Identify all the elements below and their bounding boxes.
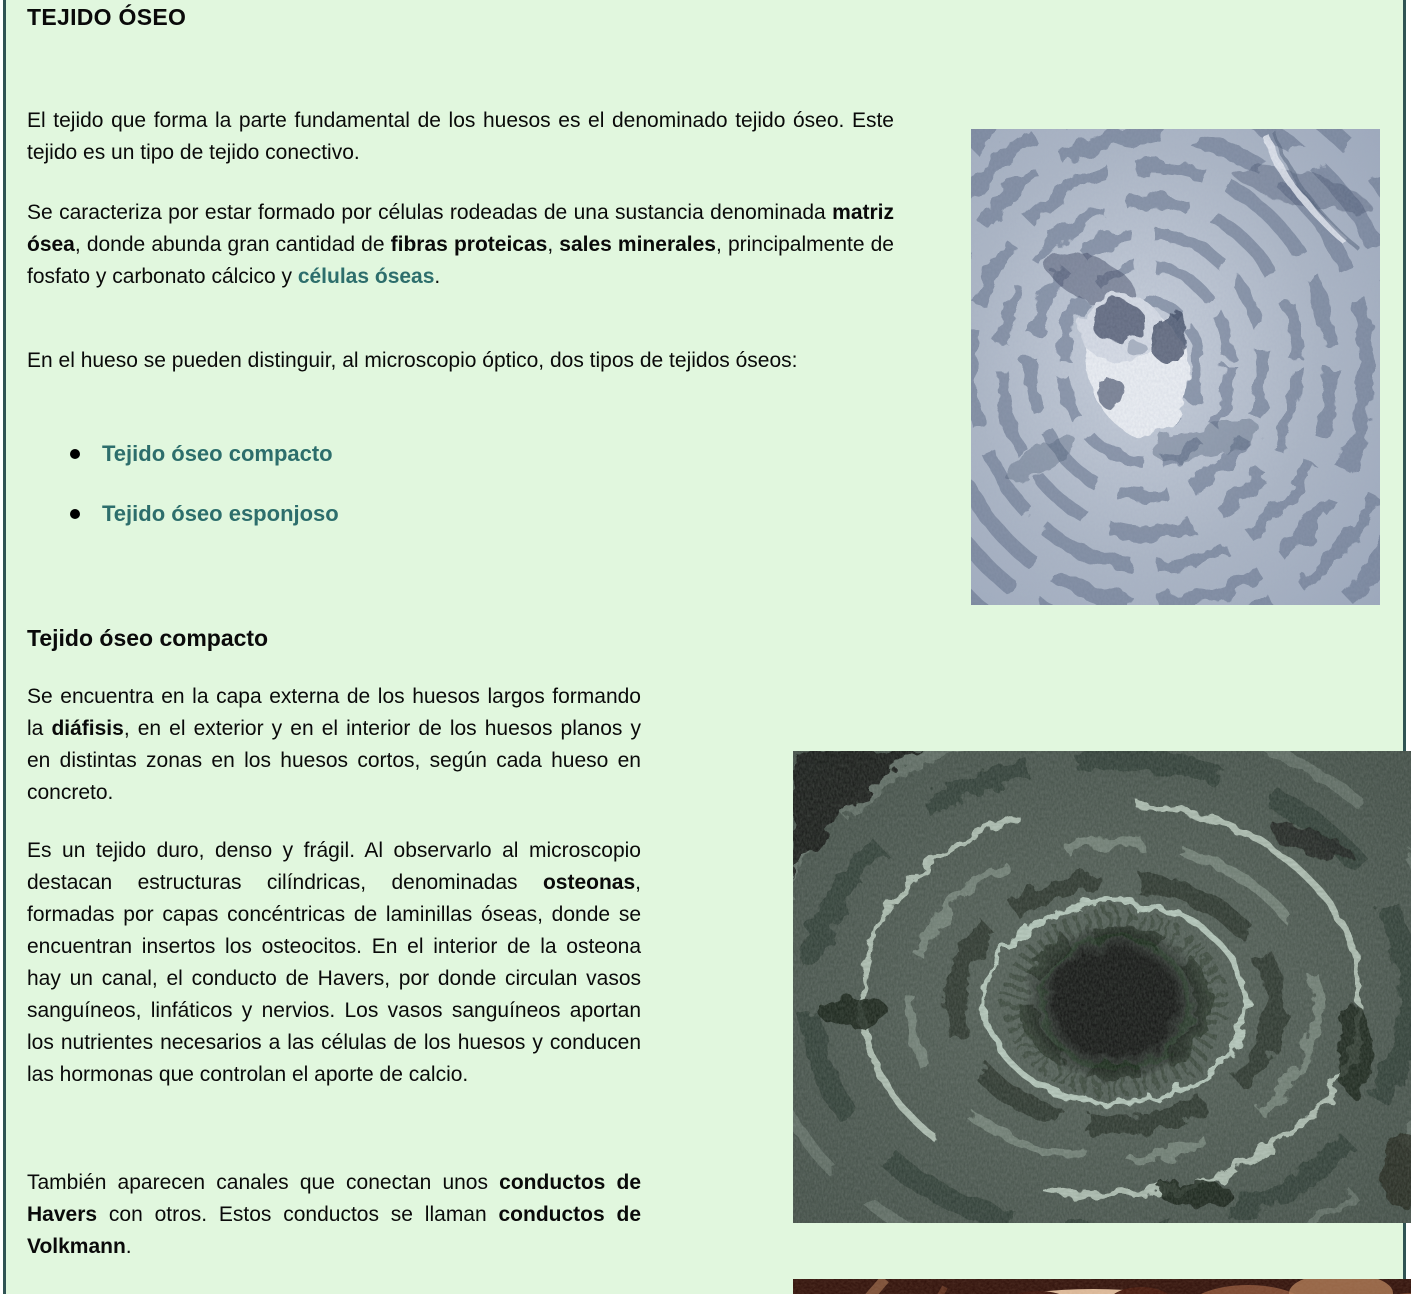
intro-paragraph-3 [27,345,894,377]
bone-micrograph-partial [793,1279,1411,1294]
section-heading-tejido-oseo-compacto: Tejido óseo compacto [27,625,269,651]
text-run: . [125,1235,132,1258]
compact-paragraph-3 [27,1167,641,1263]
link-tejido-oseo-compacto[interactable]: Tejido óseo compacto [102,441,333,466]
bold-term: matriz ósea [27,201,894,256]
link-tejido-oseo-esponjoso[interactable]: Tejido óseo esponjoso [102,501,339,526]
intro-paragraph-1 [27,105,894,169]
osteon-light-micrograph-art [971,129,1380,605]
bold-term: fibras proteicas [390,233,548,256]
intro-paragraph-2 [27,197,894,293]
text-run: Se caracteriza por estar formado por células rodeadas de una sustancia denominada [27,201,833,224]
text-run: , [547,233,560,256]
page-title: TEJIDO ÓSEO [27,4,187,30]
text-run: Se encuentra en la capa externa de los huesos largos formando la [27,685,641,740]
text-run: . [434,265,441,288]
osteon-light-micrograph [971,129,1380,605]
text-run: El tejido que forma la parte fundamental de los huesos es el denominado tejido óseo. Este tejido es un tipo de tejido conectivo. [27,109,894,164]
osteon-dark-micrograph [793,751,1411,1223]
compact-paragraph-2 [27,835,641,1091]
bold-term: sales minerales [559,233,716,256]
text-run: , principalmente de fosfato y carbonato cálcico y [27,233,894,288]
bone-tissue-types-list [70,438,339,558]
text-run: con otros. Estos conductos se llaman [97,1203,499,1226]
link-celulas-oseas[interactable]: células óseas [297,265,435,288]
compact-paragraph-1 [27,681,641,809]
text-run: , donde abunda gran cantidad de [74,233,391,256]
osteon-dark-micrograph-art [793,751,1411,1223]
bold-term: diáfisis [51,717,124,740]
bold-term: conductos de Havers [27,1171,642,1226]
text-run: , formadas por capas concéntricas de laminillas óseas, donde se encuentran insertos los osteocitos. En el interior de la osteona hay un canal, el conducto de Havers, por donde circulan vasos sanguíneos, linfáticos y nervios. Los vasos sanguíneos aportan los nutrientes necesarios a las células de los huesos y conducen las hormonas que controlan el aporte de calcio. [27,871,641,1086]
list-item-tejido-oseo-esponjoso [70,498,339,530]
bone-micrograph-partial-art [793,1279,1411,1294]
bullet-icon [70,449,80,459]
text-run: , en el exterior y en el interior de los huesos planos y en distintas zonas en los huesos cortos, según cada hueso en concreto. [27,717,641,804]
bullet-icon [70,509,80,519]
text-run: En el hueso se pueden distinguir, al microscopio óptico, dos tipos de tejidos óseos: [27,349,798,372]
text-run: También aparecen canales que conectan unos [27,1171,500,1194]
list-item-tejido-oseo-compacto [70,438,339,470]
bold-term: conductos de Volkmann [27,1203,641,1258]
text-run: Es un tejido duro, denso y frágil. Al observarlo al microscopio destacan estructuras cilíndricas, denominadas [27,839,641,894]
bold-term: osteonas [542,871,636,894]
